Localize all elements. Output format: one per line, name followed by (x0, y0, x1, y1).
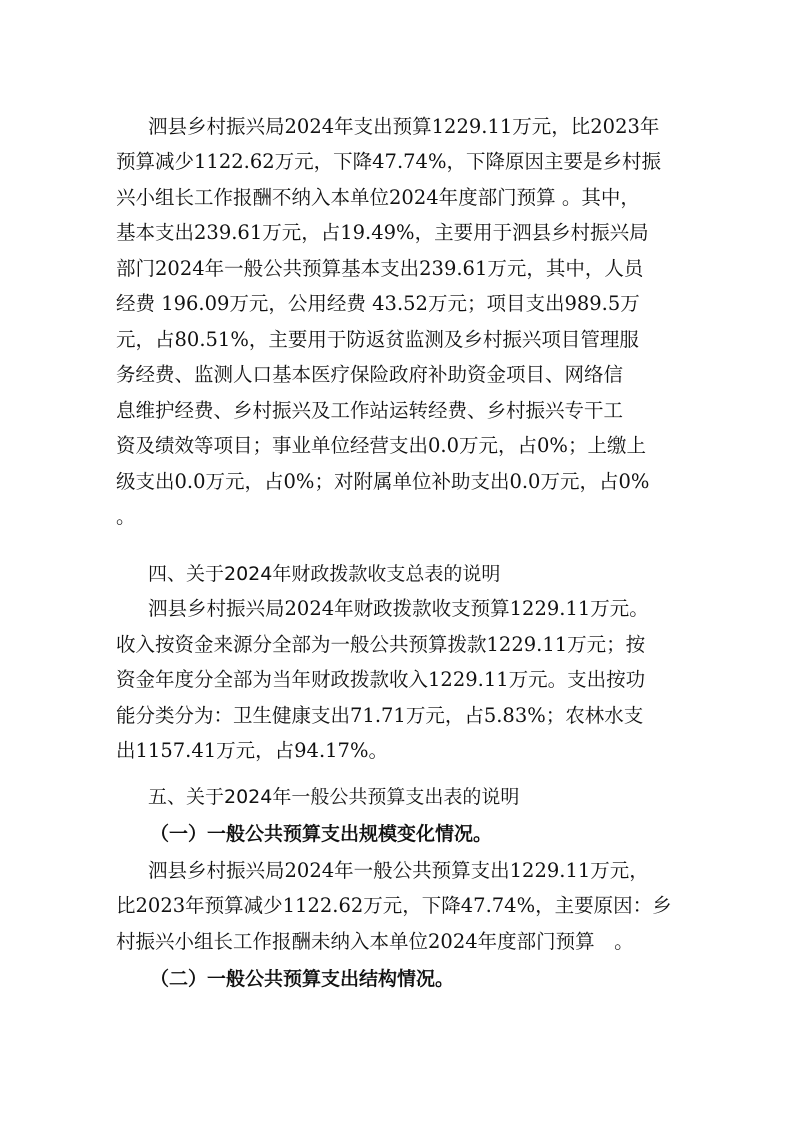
paragraph-1-line-2: 预算减少1122.62万元，下降47.74%，下降原因主要是乡村振 (116, 150, 661, 173)
paragraph-3-line-2: 比2023年预算减少1122.62万元，下降47.74%，主要原因：乡 (116, 894, 672, 917)
paragraph-1-line-7: 元，占80.51%，主要用于防返贫监测及乡村振兴项目管理服 (116, 328, 639, 351)
paragraph-2-line-3: 资金年度分全部为当年财政拨款收入1229.11万元。支出按功 (116, 668, 646, 691)
paragraph-1-line-1: 泗县乡村振兴局2024年支出预算1229.11万元，比2023年 (148, 115, 660, 138)
section-heading-4: 四、关于2024年财政拨款收支总表的说明 (148, 563, 501, 585)
paragraph-3-line-3: 村振兴小组长工作报酬未纳入本单位2024年度部门预算 。 (116, 930, 634, 953)
paragraph-2-line-5: 出1157.41万元，占94.17%。 (116, 739, 388, 762)
paragraph-2-line-1: 泗县乡村振兴局2024年财政拨款收支预算1229.11万元。 (148, 597, 649, 620)
paragraph-1-line-8: 务经费、监测人口基本医疗保险政府补助资金项目、网络信 (116, 363, 624, 386)
paragraph-1-line-6: 经费 196.09万元，公用经费 43.52万元；项目支出989.5万 (116, 292, 640, 315)
paragraph-1-line-10: 资及绩效等项目；事业单位经营支出0.0万元，占0%；上缴上 (116, 434, 646, 457)
paragraph-3-line-1: 泗县乡村振兴局2024年一般公共预算支出1229.11万元， (148, 859, 649, 882)
paragraph-1-line-3: 兴小组长工作报酬不纳入本单位2024年度部门预算 。其中， (116, 186, 640, 209)
subheading-2: （二）一般公共预算支出结构情况。 (150, 968, 455, 990)
paragraph-2-line-4: 能分类分为：卫生健康支出71.71万元，占5.83%；农林水支 (116, 704, 644, 727)
paragraph-2-line-2: 收入按资金来源分全部为一般公共预算拨款1229.11万元；按 (116, 633, 646, 656)
paragraph-1-line-5: 部门2024年一般公共预算基本支出239.61万元，其中，人员 (116, 257, 644, 280)
section-heading-5: 五、关于2024年一般公共预算支出表的说明 (148, 786, 520, 808)
paragraph-1-line-9: 息维护经费、乡村振兴及工作站运转经费、乡村振兴专干工 (116, 399, 624, 422)
subheading-1: （一）一般公共预算支出规模变化情况。 (150, 823, 493, 845)
paragraph-1-line-4: 基本支出239.61万元，占19.49%，主要用于泗县乡村振兴局 (116, 221, 649, 244)
paragraph-1-line-11: 级支出0.0万元，占0%；对附属单位补助支出0.0万元，占0% (116, 470, 650, 493)
paragraph-1-line-12: 。 (116, 505, 136, 528)
